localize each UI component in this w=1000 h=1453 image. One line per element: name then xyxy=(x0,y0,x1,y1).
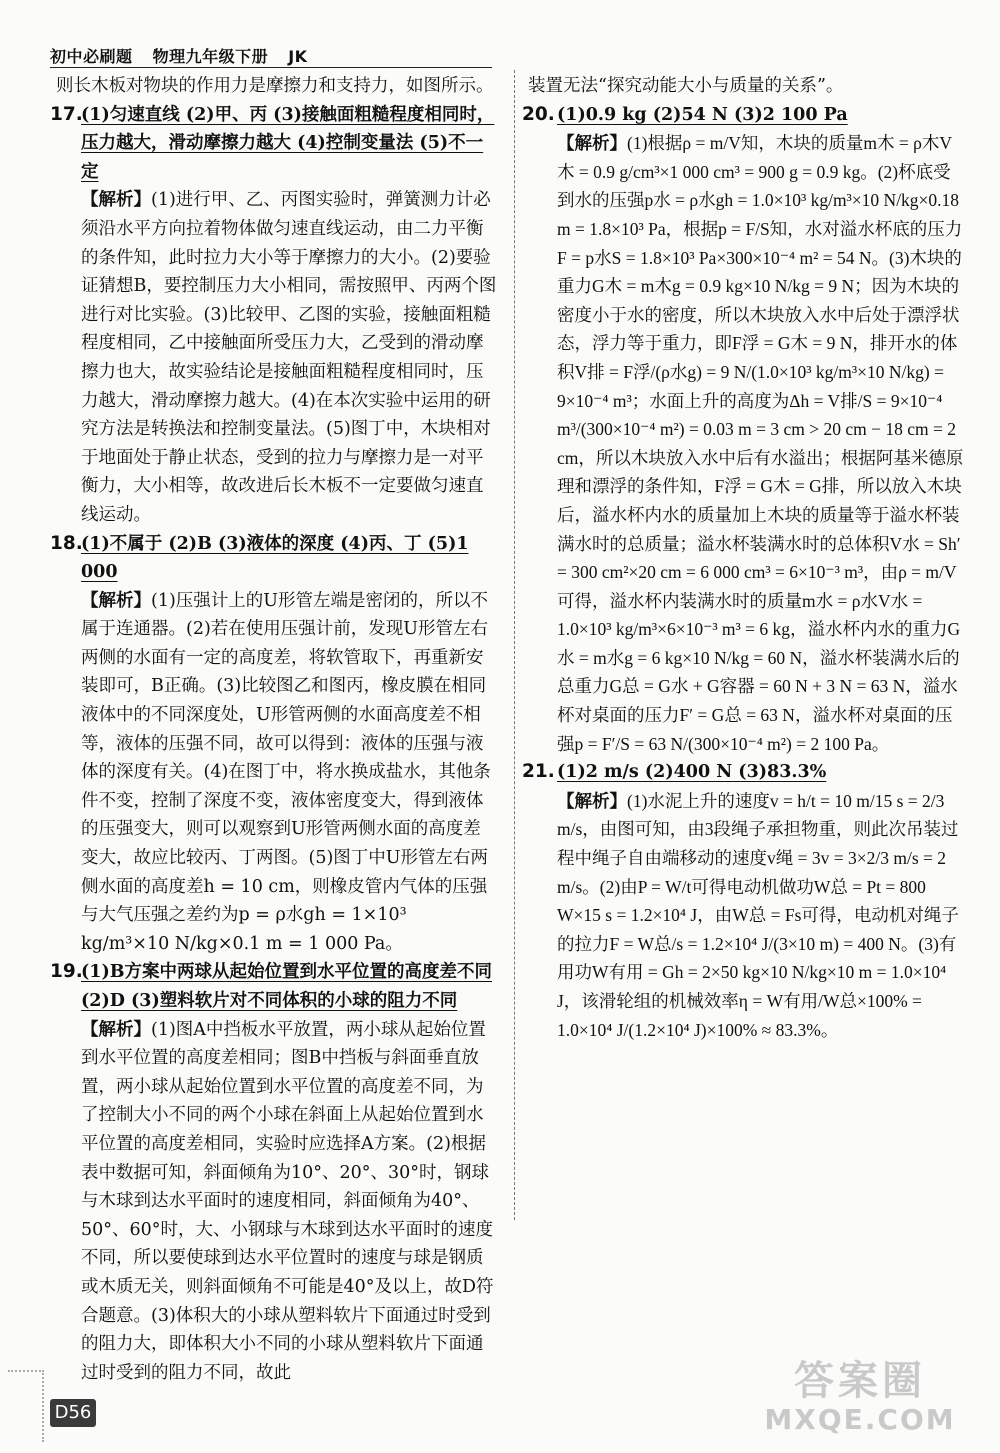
question-number: 18. xyxy=(50,532,83,554)
question-number: 19. xyxy=(50,961,83,983)
watermark-logo: 答案圈 xyxy=(794,1358,926,1404)
corner-decoration xyxy=(8,1370,44,1442)
edition-label: JK xyxy=(288,47,308,66)
analysis-text: (1)进行甲、乙、丙图实验时，弹簧测力计必须沿水平方向拉着物体做匀速直线运动，由二力平衡的条件知，此时拉力大小等于摩擦力的大小。(2)要验证猜想B，要控制压力大小相同，需按照甲、丙两个图进行对比实验。(3)比较甲、乙图的实验，接触面粗糙程度相同，乙中接触面所受压力大，乙受到的滑动摩擦力也大，故实验结论是接触面粗糙程度相同时，压力越大，滑动摩擦力越大。(4)在本次实验中运用的研究方法是转换法和控制变量法。(5)图丁中，木块相对于地面处于静止状态，受到的拉力与摩擦力是一对平衡力，大小相等，故改进后长木板不一定要做匀速直线运动。 xyxy=(81,190,497,525)
page-header xyxy=(50,44,322,67)
question-number: 21. xyxy=(522,761,555,783)
question-number: 17. xyxy=(50,103,83,125)
carry-over-text: 则长木板对物块的作用力是摩擦力和支持力，如图所示。 xyxy=(56,76,494,96)
question-number: 20. xyxy=(522,103,555,125)
answer-text: (1)B方案中两球从起始位置到水平位置的高度差不同 (2)D (3)塑料软片对不同体积的小球的阻力不同 xyxy=(81,962,493,1011)
watermark xyxy=(750,1358,970,1438)
analysis-text: (1)根据ρ = m/V知，木块的质量m木 = ρ木V木 = 0.9 g/cm³×1 000 cm³ = 900 g = 0.9 kg。(2)杯底受到水的压强p水 = ρ水gh = 1.0×10³ kg/m³×10 N/kg×0.18 m = 1.8×10³ Pa，根据p = F/S知，水对溢水杯底的压力F = p水S = 1.8×10³ Pa×300×10⁻⁴ m² = 54 N。(3)木块的重力G木 = m木g = 0.9 kg×10 N/kg = 9 N；因为木块的密度小于水的密度，所以木块放入水中后处于漂浮状态，浮力等于重力，即F浮 = G木 = 9 N，排开水的体积V排 = F浮/(ρ水g) = 9 N/(1.0×10³ kg/m³×10 N/kg) = 9×10⁻⁴ m³；水面上升的高度为Δh = V排/S = 9×10⁻⁴ m³/(300×10⁻⁴ m²) = 0.03 m = 3 cm > 20 cm − 18 cm = 2 cm，所以木块放入水中后有水溢出；根据阿基米德原理和漂浮的条件知，F浮 = G木 = G排，所以放入木块后，溢水杯内水的质量加上木块的质量等于溢水杯装满水时的总质量；溢水杯装满水时的总体积V水 = Sh′ = 300 cm²×20 cm = 6 000 cm³ = 6×10⁻³ m³，由ρ = m/V可得，溢水杯内装满水时的质量m水 = ρ水V水 = 1.0×10³ kg/m³×6×10⁻³ m³ = 6 kg，溢水杯内水的重力G水 = m水g = 6 kg×10 N/kg = 60 N，溢水杯装满水后的总重力G总 = G水 + G容器 = 60 N + 3 N = 63 N，溢水杯对桌面的压力F′ = G总 = 63 N，溢水杯对桌面的压强p = F′/S = 63 N/(300×10⁻⁴ m²) = 2 100 Pa。 xyxy=(557,133,964,754)
column-divider xyxy=(514,70,515,1220)
question-21 xyxy=(522,758,968,1044)
analysis-tag: 【解析】 xyxy=(557,133,627,154)
watermark-url: MXQE.COM xyxy=(764,1403,956,1436)
series-title: 初中必刷题 xyxy=(50,47,133,66)
answer-text: (1)不属于 (2)B (3)液体的深度 (4)丙、丁 (5)1 000 xyxy=(81,533,469,583)
page-number: D56 xyxy=(50,1399,96,1427)
analysis-text: (1)压强计上的U形管左端是密闭的，所以不属于连通器。(2)若在使用压强计前，发现U形管左右两侧的水面有一定的高度差，将软管取下，再重新安装即可，B正确。(3)比较图乙和图丙，橡皮膜在相同液体中的不同深度处，U形管两侧的水面高度差不相等，液体的压强不同，故可以得到：液体的压强与液体的深度有关。(4)在图丁中，将水换成盐水，其他条件不变，控制了深度不变，液体密度变大，得到液体的压强变大，则可以观察到U形管两侧水面的高度差变大，故应比较丙、丁两图。(5)图丁中U形管左右两侧水面的高度差h = 10 cm，则橡皮管内气体的压强与大气压强之差约为p = ρ水gh = 1×10³ kg/m³×10 N/kg×0.1 m = 1 000 Pa。 xyxy=(81,590,491,954)
header-rule xyxy=(50,67,492,68)
analysis-tag: 【解析】 xyxy=(81,590,151,611)
question-18 xyxy=(50,530,498,959)
left-column xyxy=(50,72,498,1387)
question-20 xyxy=(522,101,968,759)
subject-title: 物理九年级下册 xyxy=(152,47,269,66)
carry-over-text: 装置无法“探究动能大小与质量的关系”。 xyxy=(528,76,844,96)
analysis-tag: 【解析】 xyxy=(81,1019,151,1040)
answer-text: (1)2 m/s (2)400 N (3)83.3% xyxy=(557,762,827,783)
analysis-tag: 【解析】 xyxy=(81,190,151,211)
analysis-text: (1)图A中挡板水平放置，两小球从起始位置到水平位置的高度差相同；图B中挡板与斜面垂直放置，两小球从起始位置到水平位置的高度差不同，为了控制大小不同的两个小球在斜面上从起始位置到水平位置的高度差相同，实验时应选择A方案。(2)根据表中数据可知，斜面倾角为10°、20°、30°时，钢球与木球到达水平面时的速度相同，斜面倾角为40°、50°、60°时，大、小钢球与木球到达水平面时的速度不同，所以要使球到达水平位置时的速度与球是钢质或木质无关，则斜面倾角不可能是40°及以上，故D符合题意。(3)体积大的小球从塑料软片下面通过时受到的阻力大，即体积大小不同的小球从塑料软片下面通过时受到的阻力不同，故此 xyxy=(81,1019,494,1383)
question-17 xyxy=(50,101,498,530)
answer-text: (1)匀速直线 (2)甲、丙 (3)接触面粗糙程度相同时，压力越大，滑动摩擦力越大 (4)控制变量法 (5)不一定 xyxy=(81,104,495,182)
question-19 xyxy=(50,958,498,1387)
analysis-tag: 【解析】 xyxy=(557,790,627,811)
right-column xyxy=(522,72,968,1044)
analysis-text: (1)水泥上升的速度v = h/t = 10 m/15 s = 2/3 m/s，由图可知，由3段绳子承担物重，则此次吊装过程中绳子自由端移动的速度v绳 = 3v = 3×2/3 m/s = 2 m/s。(2)由P = W/t可得电动机做功W总 = Pt = 800 W×15 s = 1.2×10⁴ J，由W总 = Fs可得，电动机对绳子的拉力F = W总/s = 1.2×10⁴ J/(3×10 m) = 400 N。(3)有用功W有用 = Gh = 2×50 kg×10 N/kg×10 m = 1.0×10⁴ J，该滑轮组的机械效率η = W有用/W总×100% = 1.0×10⁴ J/(1.2×10⁴ J)×100% ≈ 83.3%。 xyxy=(557,790,959,1040)
answer-text: (1)0.9 kg (2)54 N (3)2 100 Pa xyxy=(557,104,848,125)
